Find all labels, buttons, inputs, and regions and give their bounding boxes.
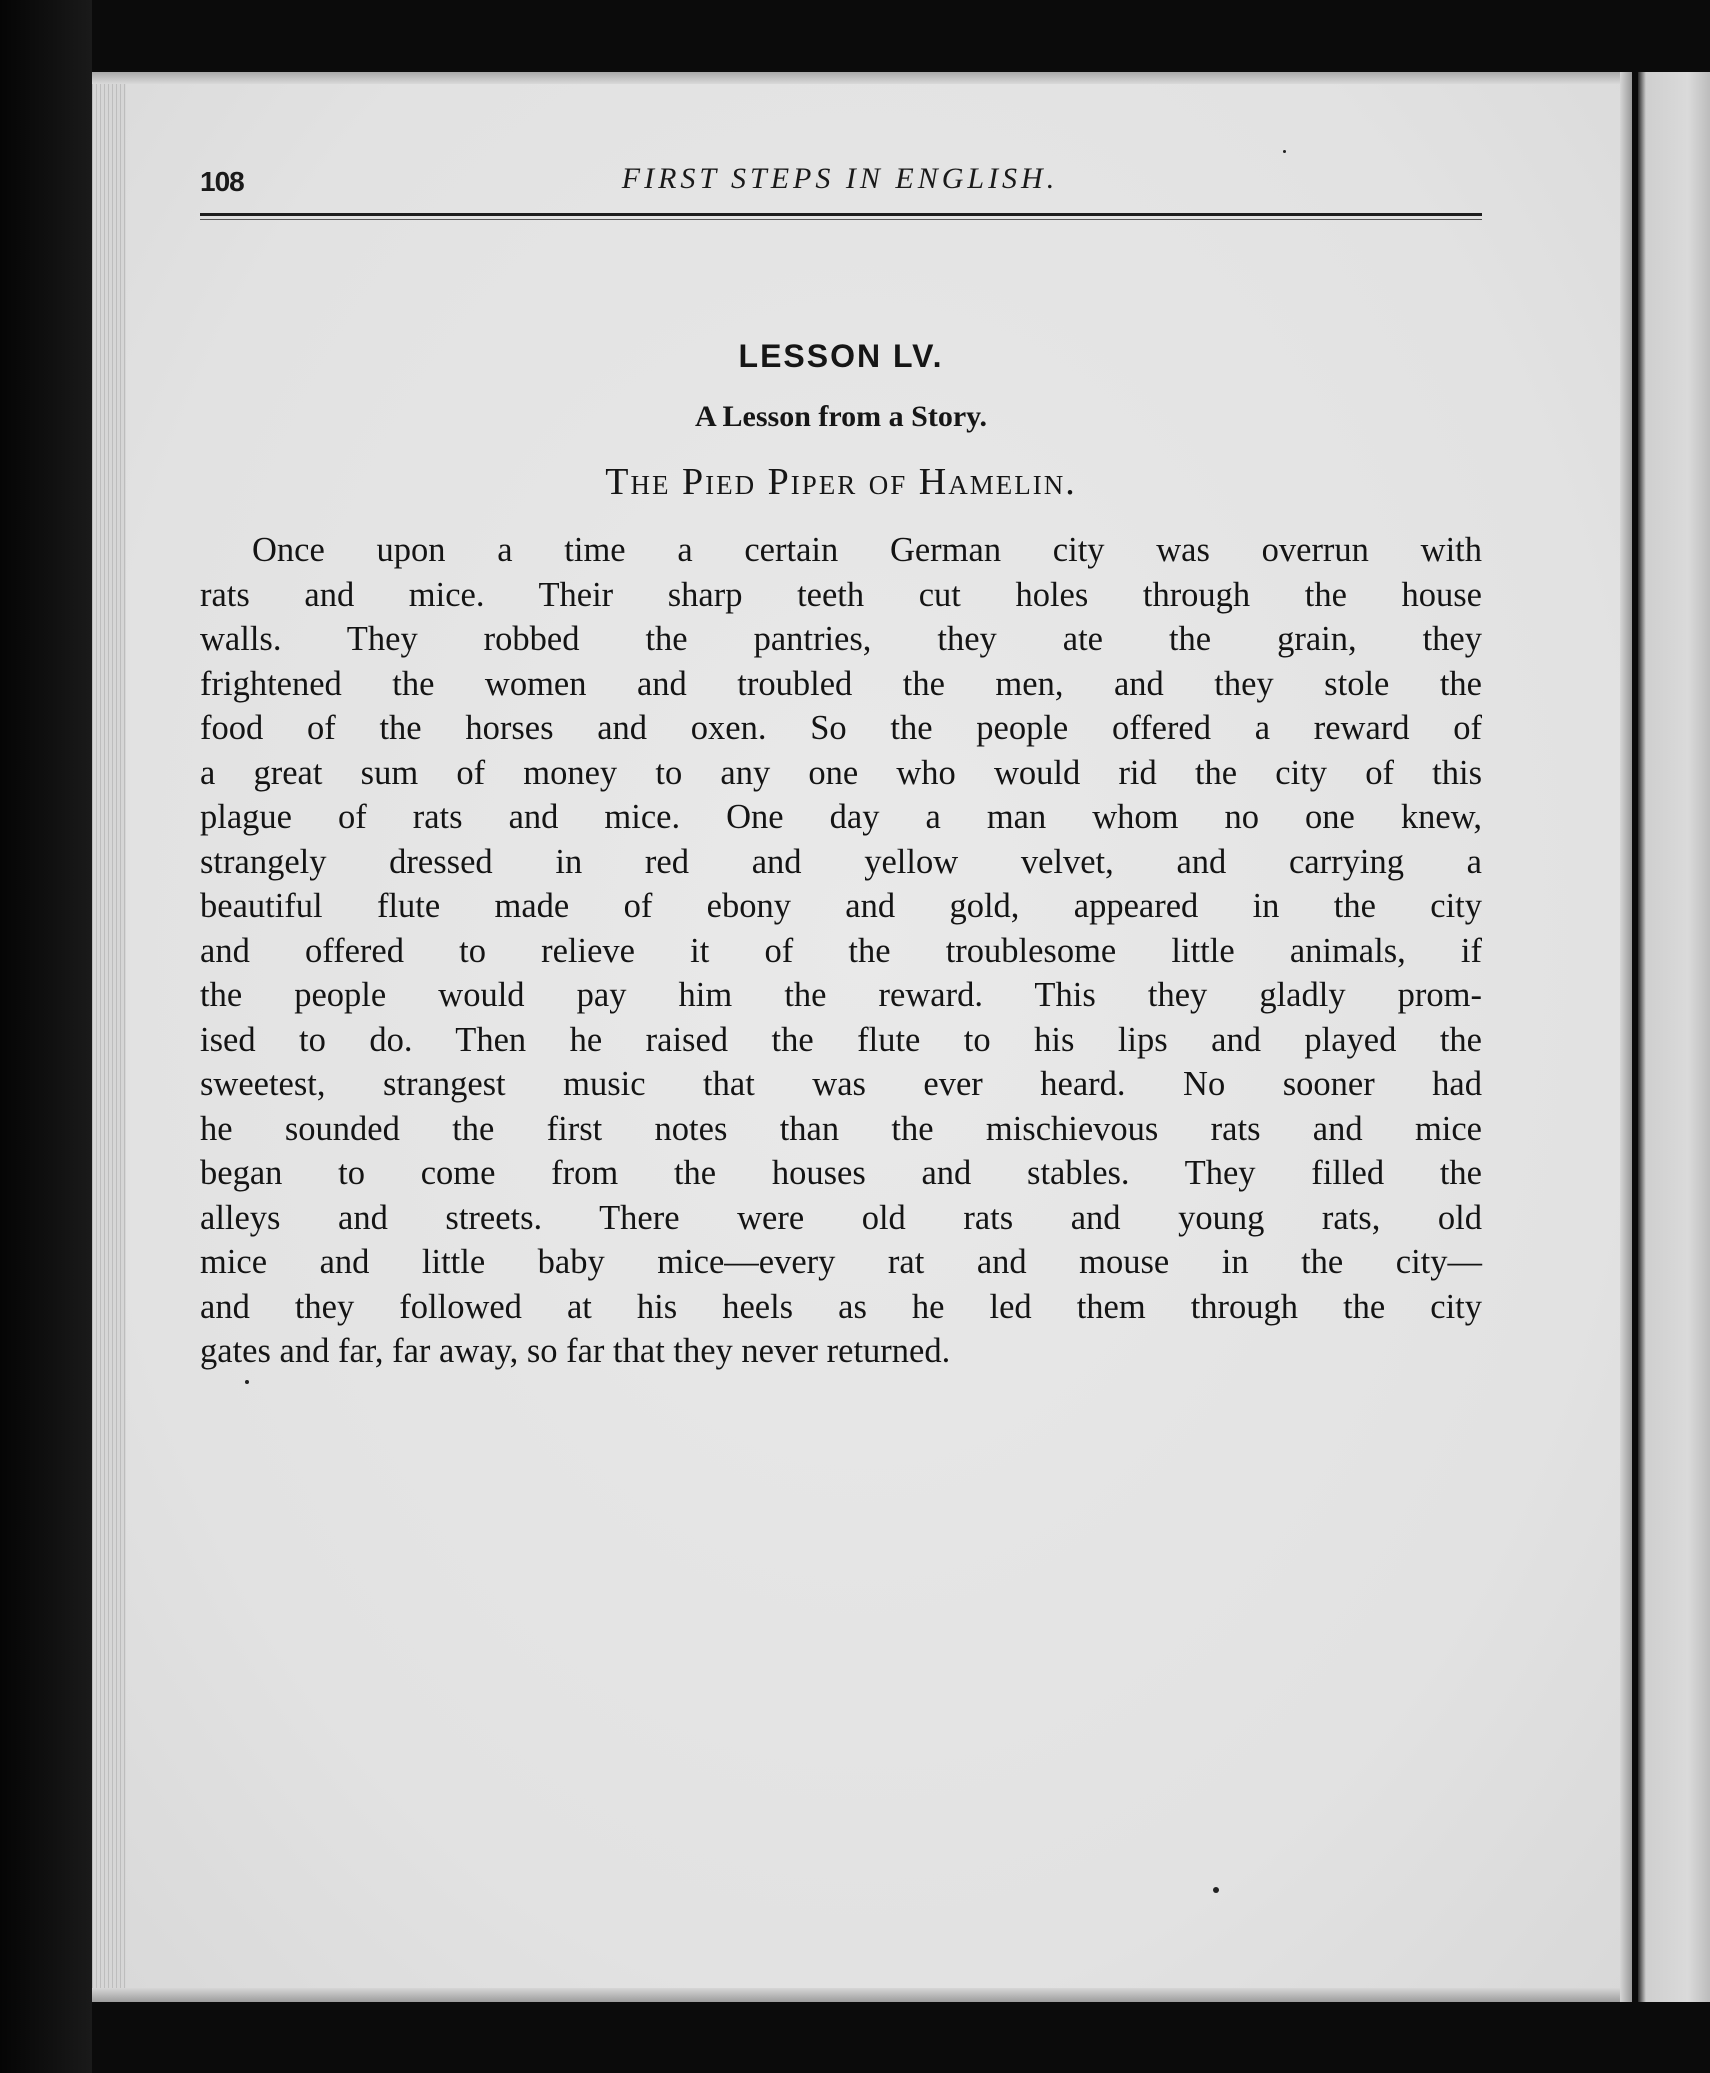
story-title: The Pied Piper of Hamelin. — [605, 461, 1077, 503]
text-line: strangely dressed in red and yellow velvet, and carrying a — [200, 842, 1482, 881]
running-head — [200, 162, 1480, 206]
text-line: walls. They robbed the pantries, they ate the grain, they — [200, 620, 1482, 658]
text-line: the people would pay him the reward. This they gladly prom- — [200, 976, 1482, 1014]
text-line: gates and far, far away, so far that they never returned. — [200, 1332, 951, 1370]
scan-speck — [1283, 150, 1286, 153]
text-line: he sounded the first notes than the mischievous rats and mice — [200, 1109, 1482, 1148]
text-line: beautiful flute made of ebony and gold, appeared in the city — [200, 887, 1482, 925]
text-line: ised to do. Then he raised the flute to his lips and played the — [200, 1020, 1482, 1059]
adjacent-page-edge — [1638, 72, 1710, 2002]
text-line: food of the horses and oxen. So the people offered a reward of — [200, 709, 1482, 747]
text-line: alleys and streets. There were old rats and young rats, old — [200, 1198, 1482, 1237]
text-line: plague of rats and mice. One day a man whom no one knew, — [200, 798, 1482, 836]
text-line: and offered to relieve it of the troublesome little animals, if — [200, 931, 1482, 970]
page-bottom-edge — [92, 1988, 1632, 2002]
text-line: began to come from the houses and stables. They filled the — [200, 1154, 1482, 1192]
page-number: 108 — [200, 166, 244, 197]
page-left-edge — [92, 72, 126, 2002]
running-title: FIRST STEPS IN ENGLISH. — [621, 162, 1059, 195]
text-line: and they followed at his heels as he led them through the city — [200, 1287, 1482, 1326]
text-line: frightened the women and troubled the men, and they stole the — [200, 664, 1482, 703]
story-paragraph — [200, 528, 1482, 1374]
lesson-subheading: A Lesson from a Story. — [695, 400, 987, 433]
text-line: rats and mice. Their sharp teeth cut holes through the house — [200, 575, 1482, 614]
text-line: sweetest, strangest music that was ever heard. No sooner had — [200, 1065, 1482, 1103]
text-line: mice and little baby mice—every rat and mouse in the city— — [200, 1243, 1482, 1281]
scan-speck — [1213, 1887, 1219, 1893]
header-rule-thin — [200, 219, 1482, 220]
page-top-edge — [92, 72, 1632, 84]
scan-speck — [245, 1380, 249, 1384]
header-rule — [200, 213, 1482, 216]
page-right-edge — [1620, 72, 1632, 2002]
text-line: a great sum of money to any one who would rid the city of this — [200, 753, 1482, 792]
lesson-heading: LESSON LV. — [738, 338, 944, 374]
text-line: Once upon a time a certain German city was overrun with — [252, 531, 1482, 569]
left-scan-shadow — [0, 0, 92, 2073]
